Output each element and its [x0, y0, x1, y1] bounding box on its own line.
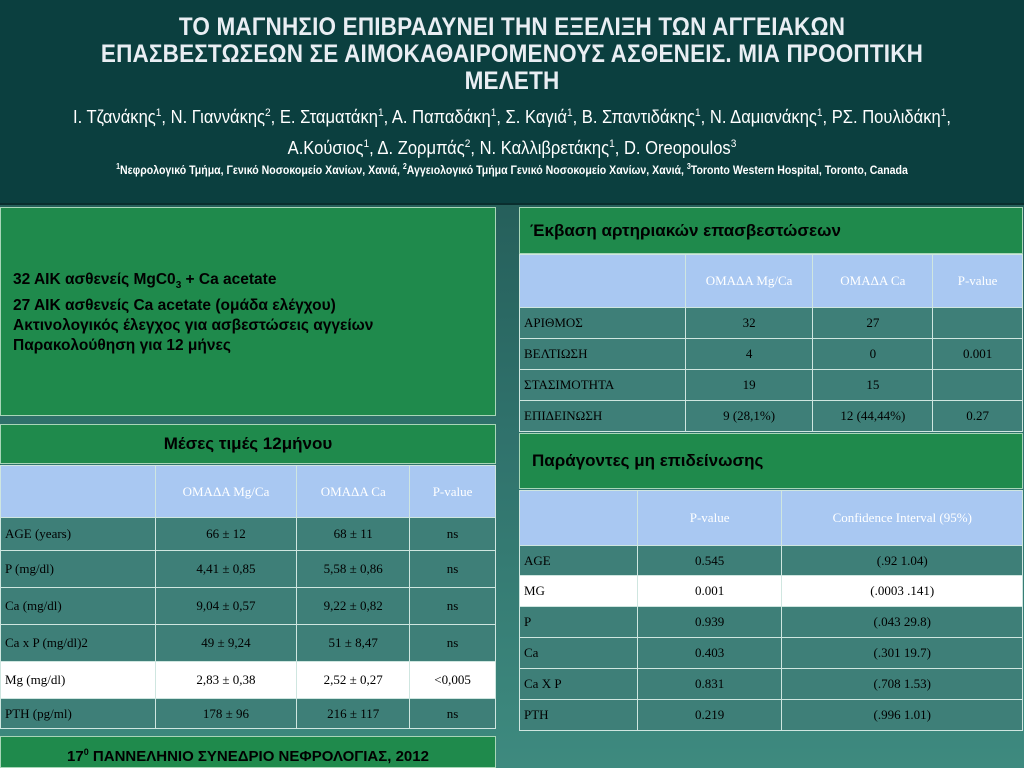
row-label: AGE: [520, 546, 638, 576]
table-cell: ns: [410, 551, 496, 588]
author-affil-mark: 1: [377, 107, 384, 119]
column-header: ΟΜΑΔΑ Mg/Ca: [685, 255, 813, 308]
table-cell: <0,005: [410, 662, 496, 699]
author-name: D. Oreopoulos: [623, 138, 731, 158]
table-row: [1, 588, 496, 625]
table-row: [520, 576, 1023, 607]
table-cell: [933, 308, 1023, 339]
author-name: Ν. Δαμιανάκης: [709, 107, 817, 127]
table-cell: 2,83 ± 0,38: [155, 662, 297, 699]
table-cell: 9,22 ± 0,82: [297, 588, 410, 625]
study-design-text: [13, 270, 373, 356]
affil-mark: 1: [116, 162, 121, 171]
table-cell: 2,52 ± 0,27: [297, 662, 410, 699]
table-cell: 0: [813, 339, 933, 370]
table-header-row: [1, 466, 496, 518]
footer-sup: 0: [83, 747, 89, 757]
table-cell: (.92 1.04): [782, 546, 1023, 576]
author-name: Α.Κούσιος: [287, 138, 364, 158]
row-label: ΕΠΙΔΕΙΝΩΣΗ: [520, 401, 686, 432]
author-affil-mark: 1: [695, 107, 701, 119]
table-header-row: [520, 491, 1023, 546]
table-row: [520, 308, 1023, 339]
column-header: ΟΜΑΔΑ Ca: [813, 255, 933, 308]
table-cell: 0.545: [637, 546, 782, 576]
table-cell: 4,41 ± 0,85: [155, 551, 297, 588]
author-affil-mark: 1: [363, 138, 370, 150]
row-label: ΒΕΛΤΙΩΣΗ: [520, 339, 686, 370]
factors-title: Παράγοντες μη επιδείνωσης: [519, 433, 1023, 489]
table-cell: 0.403: [637, 638, 782, 669]
conference-footer: [0, 736, 496, 768]
outcome-title: Έκβαση αρτηριακών επασβεστώσεων: [519, 207, 1023, 254]
table-row: [520, 370, 1023, 401]
table-cell: 0.001: [637, 576, 782, 607]
affiliations: [61, 162, 962, 177]
table-row: [1, 662, 496, 699]
title-line-3: ΜΕΛΕΤΗ: [464, 67, 560, 95]
row-label: PTH: [520, 700, 638, 731]
design-line-1-sub: 3: [175, 280, 182, 292]
row-label: Ca (mg/dl): [1, 588, 156, 625]
affil-mark: 2: [402, 162, 407, 171]
table-cell: 5,58 ± 0,86: [297, 551, 410, 588]
table-cell: ns: [410, 625, 496, 662]
table-cell: 0.27: [933, 401, 1023, 432]
author-list: Ι. Τζανάκης$^1$, Ν. Γιαννάκης$^2$, Ε. Σταματάκη$^1$, Α. Παπαδάκη$^1$, Σ. Καγιά$^1$, Β. Σπαντιδάκης$^1$, Ν. Δαμιανάκης$^1$, ΡΣ. Πουλιδάκη$^1$, Α.Κούσιος$^1$, Δ. Ζορμπάς$^2$, Ν. Καλλιβρετάκης$^1$, D. Oreopoulos$^3$: [73, 107, 951, 158]
author-affil-mark: 1: [566, 107, 573, 119]
table-header-row: [520, 255, 1023, 308]
table-row: [1, 625, 496, 662]
table-row: [520, 339, 1023, 370]
table-cell: 0.831: [637, 669, 782, 700]
mean-values-title: Μέσες τιμές 12μήνου: [0, 424, 496, 464]
table-cell: (.708 1.53): [782, 669, 1023, 700]
table-cell: ns: [410, 588, 496, 625]
column-header: P-value: [933, 255, 1023, 308]
author-affil-mark: 1: [940, 107, 947, 119]
column-header: P-value: [410, 466, 496, 518]
table-cell: ns: [410, 699, 496, 729]
table-cell: [933, 370, 1023, 401]
row-label: ΣΤΑΣΙΜΟΤΗΤΑ: [520, 370, 686, 401]
column-header: [520, 255, 686, 308]
mean-values-table: [0, 465, 496, 729]
table-row: [1, 518, 496, 551]
author-affil-mark: 1: [490, 107, 497, 119]
author-name: Ι. Τζανάκης: [73, 107, 156, 127]
table-cell: 27: [813, 308, 933, 339]
affil-text: Νεφρολογικό Τμήμα, Γενικό Νοσοκομείο Χανίων, Χανιά,: [120, 163, 403, 177]
table-cell: 32: [685, 308, 813, 339]
table-cell: (.043 29.8): [782, 607, 1023, 638]
table-cell: 178 ± 96: [155, 699, 297, 729]
factors-table: [519, 490, 1023, 731]
table-row: [520, 546, 1023, 576]
author-affil-mark: 3: [730, 138, 737, 150]
author-name: Δ. Ζορμπάς: [377, 138, 465, 158]
column-header: P-value: [637, 491, 782, 546]
row-label: Ca x P (mg/dl)2: [1, 625, 156, 662]
design-line-4: Παρακολούθηση για 12 μήνες: [13, 337, 231, 355]
poster-title: [51, 0, 973, 95]
row-label: AGE (years): [1, 518, 156, 551]
table-cell: 15: [813, 370, 933, 401]
row-label: Ca X P: [520, 669, 638, 700]
column-header: ΟΜΑΔΑ Mg/Ca: [155, 466, 297, 518]
author-name: Σ. Καγιά: [505, 107, 567, 127]
table-cell: (.0003 .141): [782, 576, 1023, 607]
table-cell: 9,04 ± 0,57: [155, 588, 297, 625]
table-cell: 216 ± 117: [297, 699, 410, 729]
footer-num: 17: [67, 748, 84, 765]
row-label: MG: [520, 576, 638, 607]
column-header: [1, 466, 156, 518]
row-label: Mg (mg/dl): [1, 662, 156, 699]
author-affil-mark: 1: [816, 107, 823, 119]
design-line-2: 27 ΑΙΚ ασθενείς Ca acetate (ομάδα ελέγχου): [13, 297, 336, 315]
table-cell: 12 (44,44%): [813, 401, 933, 432]
table-cell: ns: [410, 518, 496, 551]
table-cell: 51 ± 8,47: [297, 625, 410, 662]
table-cell: 68 ± 11: [297, 518, 410, 551]
table-cell: (.996 1.01): [782, 700, 1023, 731]
table-cell: (.301 19.7): [782, 638, 1023, 669]
column-header: Confidence Interval (95%): [782, 491, 1023, 546]
design-line-1: [13, 270, 373, 296]
design-line-1-b: + Ca acetate: [181, 271, 277, 288]
table-row: [520, 638, 1023, 669]
table-row: [520, 401, 1023, 432]
table-row: [520, 607, 1023, 638]
affil-mark: 3: [686, 162, 691, 171]
author-affil-mark: 2: [464, 138, 471, 150]
table-cell: 0.001: [933, 339, 1023, 370]
outcome-table: [519, 254, 1023, 432]
title-line-1: ΤΟ ΜΑΓΝΗΣΙΟ ΕΠΙΒΡΑΔΥΝΕΙ ΤΗΝ ΕΞΕΛΙΞΗ ΤΩΝ ΑΓΓΕΙΑΚΩΝ: [178, 13, 846, 41]
title-line-2: ΕΠΑΣΒΕΣΤΩΣΕΩΝ ΣΕ ΑΙΜΟΚΑΘΑΙΡΟΜΕΝΟΥΣ ΑΣΘΕΝΕΙΣ. ΜΙΑ ΠΡΟΟΠΤΙΚΗ: [100, 40, 924, 68]
table-cell: 0.939: [637, 607, 782, 638]
design-line-3: Ακτινολογικός έλεγχος για ασβεστώσεις αγγείων: [13, 317, 374, 335]
table-cell: 4: [685, 339, 813, 370]
affil-text: Toronto Western Hospital, Toronto, Canada: [690, 163, 908, 177]
author-name: Α. Παπαδάκη: [391, 107, 491, 127]
author-name: Ν. Καλλιβρετάκης: [479, 138, 610, 158]
author-affil-mark: 2: [265, 107, 271, 119]
table-row: [520, 669, 1023, 700]
row-label: ΑΡΙΘΜΟΣ: [520, 308, 686, 339]
table-cell: 0.219: [637, 700, 782, 731]
author-affil-mark: 1: [155, 107, 162, 119]
table-row: [520, 700, 1023, 731]
row-label: PTH (pg/ml): [1, 699, 156, 729]
table-cell: 66 ± 12: [155, 518, 297, 551]
affil-text: Αγγειολογικό Τμήμα Γενικό Νοσοκομείο Χανίων, Χανιά,: [406, 163, 687, 177]
author-name: Β. Σπαντιδάκης: [581, 107, 696, 127]
row-label: P: [520, 607, 638, 638]
poster-header: [0, 0, 1024, 205]
design-line-1-a: 32 ΑΙΚ ασθενείς MgC0: [13, 271, 176, 288]
row-label: Ca: [520, 638, 638, 669]
table-cell: 19: [685, 370, 813, 401]
study-design-box: [0, 207, 496, 416]
table-row: [1, 699, 496, 729]
column-header: [520, 491, 638, 546]
author-name: Ε. Σταματάκη: [279, 107, 378, 127]
table-row: [1, 551, 496, 588]
footer-text: ΠΑΝΝΕΛΗΝΙΟ ΣΥΝΕΔΡΙΟ ΝΕΦΡΟΛΟΓΙΑΣ, 2012: [88, 748, 429, 765]
author-name: ΡΣ. Πουλιδάκη: [831, 107, 941, 127]
table-cell: 49 ± 9,24: [155, 625, 297, 662]
column-header: ΟΜΑΔΑ Ca: [297, 466, 410, 518]
author-affil-mark: 1: [609, 138, 615, 150]
row-label: P (mg/dl): [1, 551, 156, 588]
table-cell: 9 (28,1%): [685, 401, 813, 432]
author-name: Ν. Γιαννάκης: [170, 107, 266, 127]
